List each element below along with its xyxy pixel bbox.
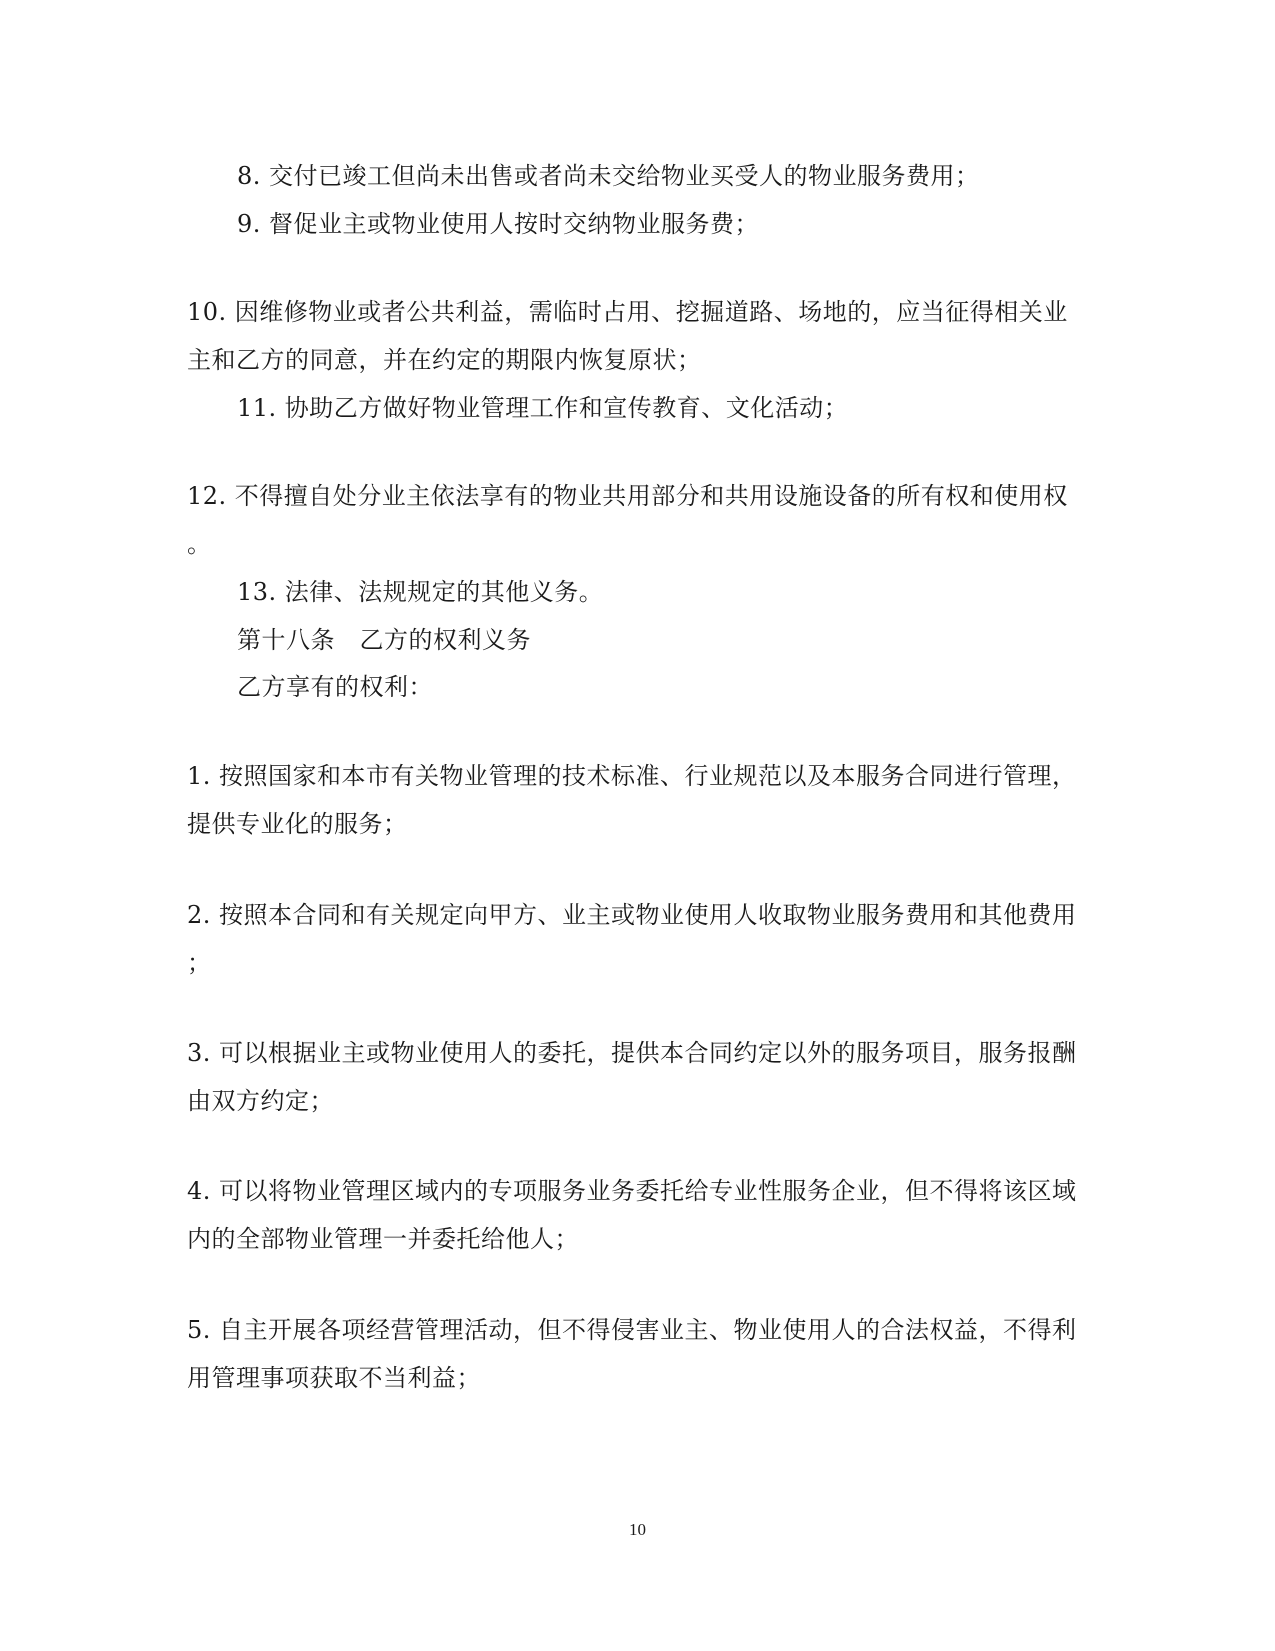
- right-2-line-1: 2. 按照本合同和有关规定向甲方、业主或物业使用人收取物业服务费用和其他费用: [187, 901, 1077, 929]
- right-2-line-2: ；: [187, 949, 212, 977]
- article-heading: 第十八条 乙方的权利义务: [237, 626, 531, 654]
- rights-heading: 乙方享有的权利：: [237, 673, 433, 701]
- right-1-line-1: 1. 按照国家和本市有关物业管理的技术标准、行业规范以及本服务合同进行管理，: [187, 762, 1077, 790]
- clause-12-line-2: 。: [187, 530, 212, 558]
- clause-12-line-1: 12. 不得擅自处分业主依法享有的物业共用部分和共用设施设备的所有权和使用权: [187, 482, 1068, 510]
- clause-11: 11. 协助乙方做好物业管理工作和宣传教育、文化活动；: [237, 394, 849, 422]
- clause-8: 8. 交付已竣工但尚未出售或者尚未交给物业买受人的物业服务费用；: [237, 162, 980, 190]
- right-5-line-2: 用管理事项获取不当利益；: [187, 1364, 481, 1392]
- right-4-line-2: 内的全部物业管理一并委托给他人；: [187, 1225, 579, 1253]
- right-4-line-1: 4. 可以将物业管理区域内的专项服务业务委托给专业性服务企业，但不得将该区域: [187, 1177, 1077, 1205]
- right-5-line-1: 5. 自主开展各项经营管理活动，但不得侵害业主、物业使用人的合法权益，不得利: [187, 1316, 1077, 1344]
- right-1-line-2: 提供专业化的服务；: [187, 810, 408, 838]
- clause-10-line-2: 主和乙方的同意，并在约定的期限内恢复原状；: [187, 346, 702, 374]
- page-number: 10: [629, 1520, 646, 1539]
- right-3-line-1: 3. 可以根据业主或物业使用人的委托，提供本合同约定以外的服务项目，服务报酬: [187, 1039, 1077, 1067]
- clause-13: 13. 法律、法规规定的其他义务。: [237, 578, 604, 606]
- clause-10-line-1: 10. 因维修物业或者公共利益，需临时占用、挖掘道路、场地的，应当征得相关业: [187, 298, 1068, 326]
- clause-9: 9. 督促业主或物业使用人按时交纳物业服务费；: [237, 210, 760, 238]
- right-3-line-2: 由双方约定；: [187, 1087, 334, 1115]
